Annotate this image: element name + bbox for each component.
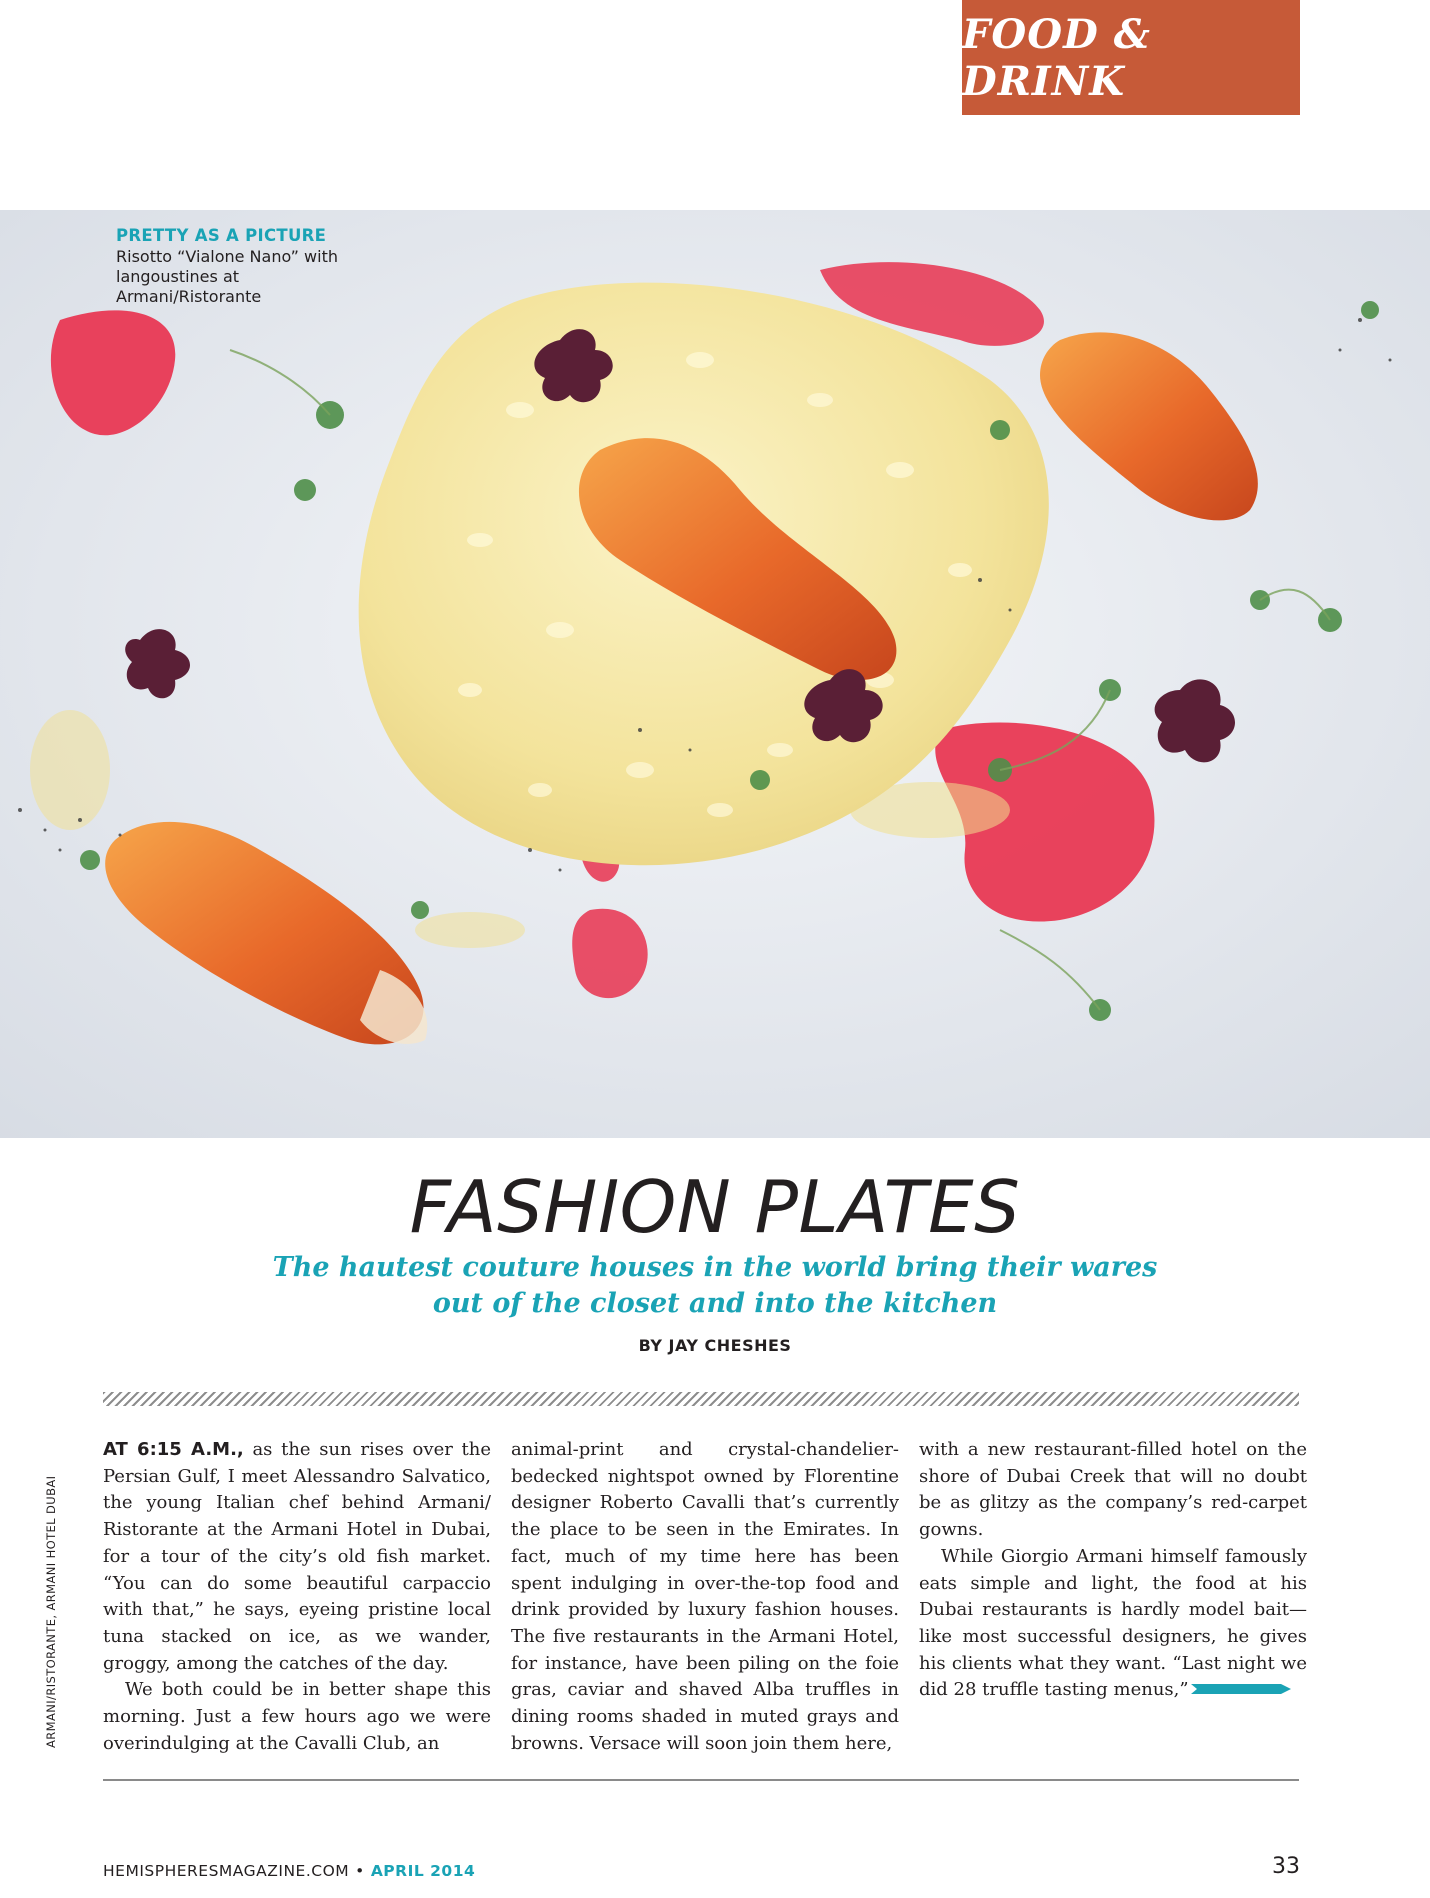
deck: The hautest couture houses in the world bring their wares out of the closet and into the kitchen [272, 1252, 1158, 1319]
page-number: 33 [1272, 1854, 1300, 1879]
article-column-1 [103, 1437, 491, 1757]
footer-rule [103, 1779, 1299, 1781]
article-column-3 [919, 1437, 1307, 1704]
paragraph-2: We both could be in better shape this morning. Just a few hours ago we were overindulging at the Cavalli Club, an [103, 1679, 491, 1754]
article-column-2 [511, 1437, 899, 1757]
byline: BY JAY CHESHES [638, 1336, 792, 1355]
risotto-photo-illustration [0, 210, 1430, 1138]
caption-head: PRETTY AS A PICTURE [116, 226, 327, 245]
paragraph-2-cont: animal-print and crystal-chandelier-bedecked nightspot owned by Florentine designer Roberto Cavalli that’s currently the place to be seen in the Emirates. In fact, much of my time here has been spent indulging in over-the-top food and drink provided by luxury fashion houses. The five restaurants in the Armani Hotel, for instance, have been piling on the foie gras, caviar and shaved Alba truffles in dining rooms shaded in muted grays and browns. Versace will soon join them here, [511, 1439, 899, 1754]
paragraph-3-text: While Giorgio Armani himself famously eats simple and light, the food at his Dubai restaurants is hardly model bait—like most successful designers, he gives his clients what they want. “Last night we did 28 truffle tasting menus,” [919, 1545, 1307, 1701]
hatched-divider [103, 1392, 1299, 1406]
continue-arrow-icon [1191, 1682, 1295, 1696]
section-label: FOOD & DRINK [962, 11, 1151, 105]
footer-separator: • [355, 1862, 365, 1880]
paragraph-1-text: as the sun rises over the Persian Gulf, I meet Alessandro Salvatico, the young Italian chef behind Armani/ Ristorante at the Armani Hotel in Dubai, for a tour of the city’s old fish market. “You can do some beautiful carpaccio with that,” he says, eyeing pristine local tuna stacked on ice, as we wander, groggy, among the catches of the day. [103, 1439, 491, 1674]
paragraph-3 [919, 1544, 1307, 1704]
photo-caption [116, 225, 376, 307]
footer-date: APRIL 2014 [370, 1862, 476, 1880]
photo-credit-text: ARMANI/RISTORANTE, ARMANI HOTEL DUBAI [44, 1475, 58, 1748]
footer-site: HEMISPHERESMAGAZINE.COM [103, 1862, 350, 1880]
headline: FASHION PLATES [409, 1165, 1021, 1249]
section-tab [962, 0, 1300, 115]
lead-in: AT 6:15 A.M., [103, 1439, 244, 1460]
footer-masthead [103, 1862, 475, 1880]
photo-credit [42, 1448, 58, 1748]
paragraph-2-end: with a new restaurant-filled hotel on the shore of Dubai Creek that will no doubt be as glitzy as the company’s red-carpet gowns. [919, 1439, 1307, 1541]
hero-photo [0, 210, 1430, 1138]
paragraph-1 [103, 1437, 491, 1677]
caption-body: Risotto “Vialone Nano” with langoustines at Armani/Ristorante [116, 247, 338, 306]
